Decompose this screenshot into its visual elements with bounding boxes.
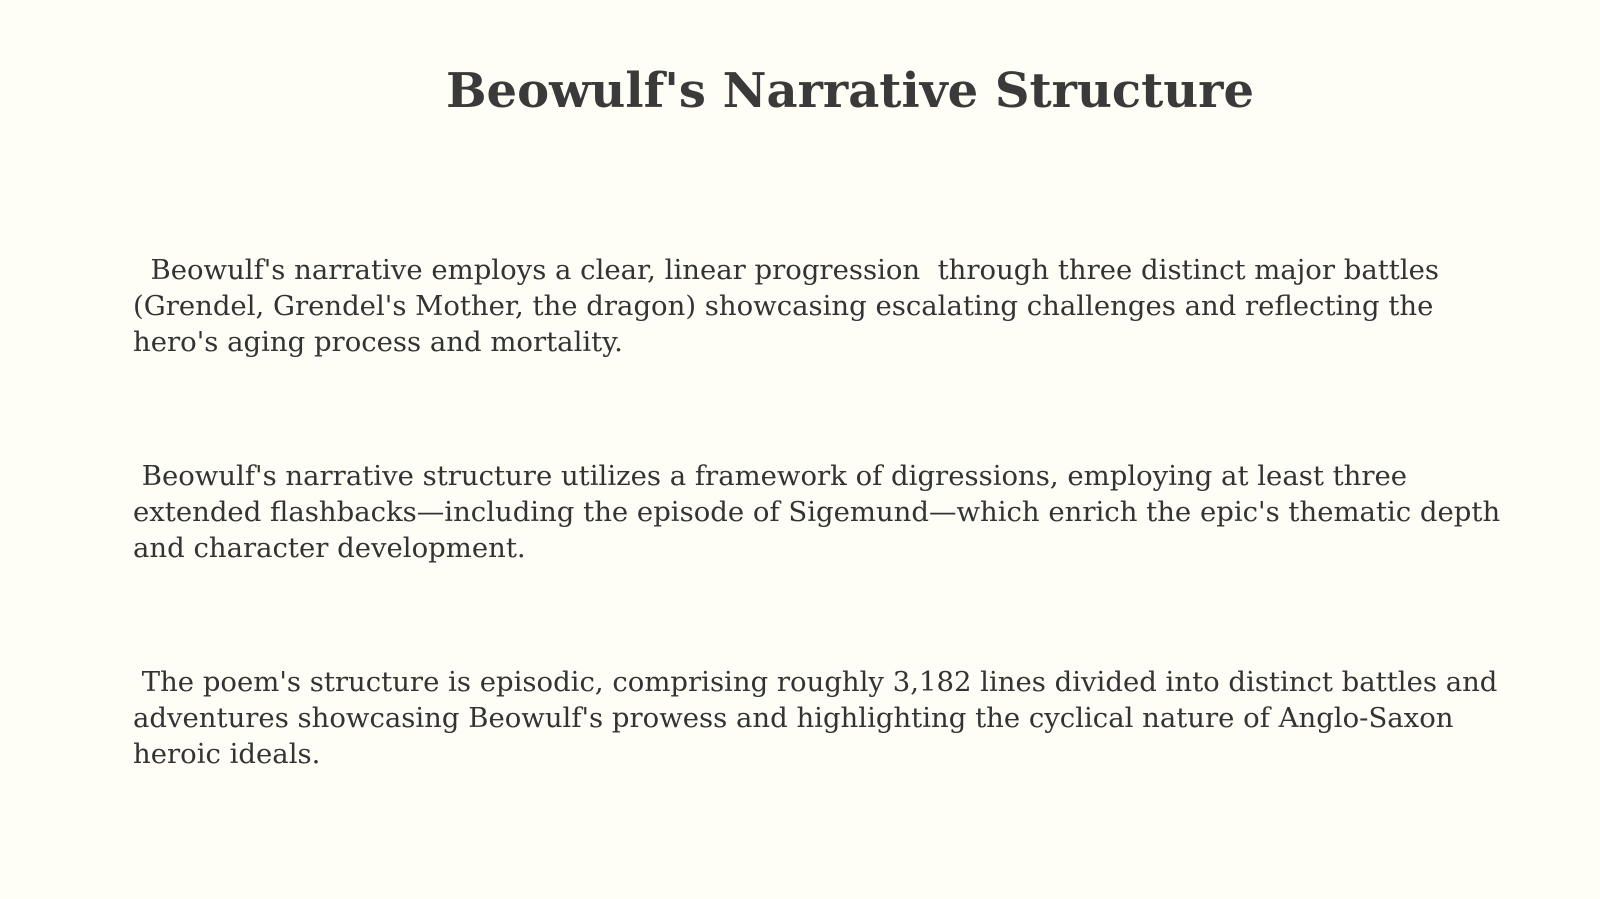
- title-container: [380, 54, 1320, 128]
- paragraph-digressions: Beowulf's narrative structure utilizes a framework of digressions, employing at least three extended flashbacks—including the episode of Sigemund—which enrich the epic's thematic depth and character development.: [133, 460, 1509, 564]
- slide-title: Beowulf's Narrative Structure: [445, 63, 1254, 119]
- paragraph-episodic-structure: The poem's structure is episodic, comprising roughly 3,182 lines divided into distinct battles and adventures showcasing Beowulf's prowess and highlighting the cyclical nature of Anglo-Saxon heroic ideals.: [133, 666, 1507, 770]
- paragraph-linear-progression: Beowulf's narrative employs a clear, linear progression through three distinct major battles (Grendel, Grendel's Mother, the dragon) showcasing escalating challenges and reflecting the hero's aging process and mortality.: [133, 254, 1448, 358]
